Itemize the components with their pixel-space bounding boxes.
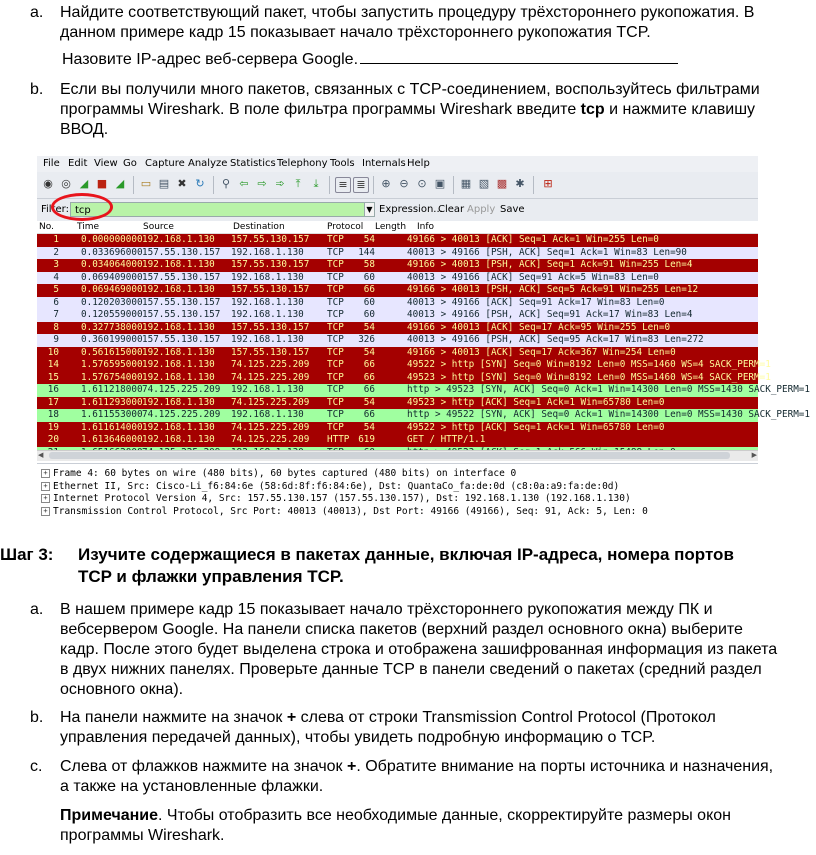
packet-proto: TCP [327,296,344,308]
packet-no: 17 [47,396,59,408]
packet-time: 0.120203000 [81,296,143,308]
clear-button[interactable]: Clear [438,204,465,215]
forward-icon[interactable]: ⇨ [257,177,267,190]
close-icon[interactable]: ✖ [177,177,187,190]
expression-button[interactable]: Expression... [379,204,443,215]
packet-src: 192.168.1.130 [142,234,215,245]
packet-proto: TCP [327,409,344,420]
step3-a-line: кадр. После этого будет выделена строка и отображена зашифрованная информация из пакета [60,641,778,658]
answer-blank [360,49,678,64]
expand-plus-icon[interactable]: + [41,507,50,516]
packet-src: 157.55.130.157 [142,334,221,345]
packet-no: 20 [47,434,59,445]
question-google-ip [62,49,678,70]
packet-row[interactable] [37,309,758,322]
resize-columns-icon[interactable]: ▣ [434,177,446,190]
packet-dst: 192.168.1.130 [231,246,304,258]
toolbar-separator [213,176,214,194]
reload-icon[interactable]: ↻ [195,177,205,190]
step3-title-line1: Изучите содержащиеся в пакетах данные, включая IP-адреса, номера портов [78,545,734,564]
packet-time: 1.576595000 [81,359,143,370]
packet-len: 619 [358,434,375,445]
packet-info: 49166 > 40013 [PSH, ACK] Seq=5 Ack=91 Win=255 Len=12 [407,284,699,295]
packet-dst: 192.168.1.130 [231,271,304,283]
packet-info: 40013 > 49166 [ACK] Seq=91 Ack=17 Win=83 Len=0 [407,296,665,308]
col-length[interactable]: Length [375,222,407,232]
packet-len: 60 [363,309,375,320]
preferences-icon[interactable]: ✱ [515,177,525,190]
step3-b-pre: На панели нажмите на значок [60,709,287,726]
packet-time: 0.000000000 [81,234,143,245]
step3-c-pre: Слева от флажков нажмите на значок [60,758,347,775]
step-b-line2 [60,100,755,120]
packet-proto: TCP [327,359,344,370]
step3-c-line1 [60,757,773,777]
packet-info: 40013 > 49166 [PSH, ACK] Seq=1 Ack=1 Win=83 Len=90 [407,246,687,258]
step-b-line1: Если вы получили много пакетов, связанных с TCP-соединением, воспользуйтесь фильтрами [60,81,760,98]
packet-src: 192.168.1.130 [142,321,215,333]
packet-no: 18 [47,409,59,420]
packet-no: 19 [47,421,59,433]
filter-label: Filter: [41,204,69,215]
packet-time: 1.611614000 [81,421,143,433]
options-icon[interactable]: ◎ [61,177,71,190]
detail-row-tcp[interactable] [37,506,758,519]
colorize-icon[interactable]: ≡ [335,177,351,193]
wireshark-window [37,156,810,523]
packet-row[interactable] [37,409,810,422]
packet-row[interactable] [37,384,810,397]
packet-info: 49166 > 40013 [ACK] Seq=1 Ack=1 Win=255 Len=0 [407,234,659,245]
stop-capture-icon[interactable]: ■ [96,177,108,190]
horizontal-scrollbar[interactable] [37,450,758,461]
menu-tools[interactable]: Tools [330,158,355,169]
packet-dst: 74.125.225.209 [231,371,310,383]
packet-info: http > 49522 [SYN, ACK] Seq=0 Ack=1 Win=14300 Len=0 MSS=1430 SACK_PERM=1 [407,409,810,420]
step-b-line2-pre: программы Wireshark. В поле фильтра программы Wireshark введите [60,101,581,118]
packet-proto: TCP [327,234,344,245]
packet-info: http > 49523 [SYN, ACK] Seq=0 Ack=1 Win=14300 Len=0 MSS=1430 SACK_PERM=1 [407,384,810,395]
menu-statistics[interactable]: Statistics [230,158,276,169]
goto-icon[interactable]: ➾ [275,177,285,190]
step3-c-plus: + [347,758,357,775]
packet-no: 9 [53,334,59,345]
packet-no: 14 [47,359,59,370]
packet-time: 0.360199000 [81,334,143,345]
packet-dst: 74.125.225.209 [231,421,310,433]
packet-proto: TCP [327,346,344,358]
packet-len: 66 [363,359,375,370]
step3-a-line: вебсервером Google. На панели списка пакетов (верхний раздел основного окна) выберите [60,621,743,638]
packet-src: 157.55.130.157 [142,296,221,308]
step3-b-line1 [60,708,716,728]
packet-len: 66 [363,371,375,383]
packet-len: 58 [363,259,375,270]
packet-row[interactable] [37,422,758,435]
back-icon[interactable]: ⇦ [239,177,249,190]
packet-dst: 192.168.1.130 [231,334,304,345]
menu-edit[interactable]: Edit [68,158,88,169]
packet-time: 1.611293000 [81,396,143,408]
col-info[interactable]: Info [417,222,435,232]
packet-info: 40013 > 49166 [PSH, ACK] Seq=91 Ack=17 Win=83 Len=4 [407,309,693,320]
help-icon[interactable]: ⊞ [543,177,553,190]
packet-row[interactable] [37,397,758,410]
packet-info: 49166 > 40013 [ACK] Seq=17 Ack=95 Win=255 Len=0 [407,321,671,333]
step-b-keyword: tcp [580,101,605,118]
save-filter-button[interactable]: Save [500,204,525,215]
toolbar-separator [373,176,374,194]
packet-len: 54 [363,421,375,433]
menu-view[interactable]: View [94,158,118,169]
packet-src: 192.168.1.130 [142,259,215,270]
menu-capture[interactable]: Capture [145,158,185,169]
step3-a-line: в двух нижних панелях. Проверьте данные TCP в панели сведений о пакетах (средний раздел [60,661,762,678]
packet-no: 10 [47,346,59,358]
col-time[interactable]: Time [77,222,100,232]
packet-time: 1.613646000 [81,434,143,445]
packet-proto: TCP [327,396,344,408]
packet-row[interactable] [37,322,758,335]
packet-no: 15 [47,371,59,383]
packet-src: 74.125.225.209 [142,384,221,395]
packet-src: 157.55.130.157 [142,246,221,258]
item-marker-b: b. [30,81,44,98]
start-capture-icon[interactable]: ◢ [79,177,89,190]
packet-row[interactable] [37,359,771,372]
packet-src: 192.168.1.130 [142,396,215,408]
packet-src: 192.168.1.130 [142,421,215,433]
step3-title-line2: TCP и флажки управления TCP. [78,567,344,586]
open-icon[interactable]: ▭ [140,177,152,190]
packet-no: 16 [47,384,59,395]
packet-proto: TCP [327,421,344,433]
packet-row[interactable] [37,247,758,260]
packet-row[interactable] [37,234,758,247]
detail-row-ethernet[interactable] [37,481,758,494]
packet-no: 1 [53,234,59,245]
packet-proto: TCP [327,334,344,345]
item-marker-b: b. [30,709,44,726]
packet-info: 49166 > 40013 [ACK] Seq=17 Ack=367 Win=254 Len=0 [407,346,676,358]
expand-plus-icon[interactable]: + [41,469,50,478]
packet-dst: 74.125.225.209 [231,434,310,445]
expand-plus-icon[interactable]: + [41,482,50,491]
detail-text: Transmission Control Protocol, Src Port: 40013 (40013), Dst Port: 49166 (49166), Seq: 91, Ack: 5, Len: 0 [53,505,648,517]
apply-button[interactable]: Apply [467,204,496,215]
find-icon[interactable]: ⚲ [221,177,231,190]
interfaces-icon[interactable]: ◉ [43,177,53,190]
packet-proto: TCP [327,309,344,320]
packet-len: 54 [363,346,375,358]
packet-src: 192.168.1.130 [142,346,215,358]
note-line1 [60,806,731,826]
packet-no: 6 [53,296,59,308]
packet-no: 7 [53,309,59,320]
packet-details-list [37,468,758,518]
packet-row[interactable] [37,434,758,447]
packet-list [37,234,810,459]
packet-proto: TCP [327,371,344,383]
detail-text: Ethernet II, Src: Cisco-Li_f6:84:6e (58:6d:8f:f6:84:6e), Dst: QuantaCo_fa:de:0d (c8:0a:a9:fa:de:0d) [53,480,620,492]
packet-no: 2 [53,246,59,258]
packet-dst: 74.125.225.209 [231,359,310,370]
step3-a-line: основного окна). [60,681,184,698]
toolbar-separator [329,176,330,194]
col-source[interactable]: Source [143,222,174,232]
toolbar-separator [453,176,454,194]
packet-no: 4 [53,271,59,283]
packet-dst: 74.125.225.209 [231,396,310,408]
toolbar-separator [533,176,534,194]
menu-bar [37,156,758,172]
step3-b-plus: + [286,709,297,726]
packet-dst: 157.55.130.157 [231,321,310,333]
packet-row[interactable] [37,272,758,285]
packet-dst: 192.168.1.130 [231,296,304,308]
packet-row[interactable] [37,347,758,360]
question-text: Назовите IP-адрес веб-сервера Google. [62,51,359,68]
packet-info: 49523 > http [SYN] Seq=0 Win=8192 Len=0 MSS=1460 WS=4 SACK_PERM=1 [407,371,771,383]
zoom-in-icon[interactable]: ⊕ [381,177,391,190]
packet-dst: 157.55.130.157 [231,259,310,270]
col-destination[interactable]: Destination [233,222,285,232]
packet-proto: HTTP [327,434,350,445]
packet-src: 157.55.130.157 [142,271,221,283]
detail-row-ip[interactable] [37,493,758,506]
step3-c-post: . Обратите внимание на порты источника и назначения, [356,758,774,775]
packet-dst: 157.55.130.157 [231,346,310,358]
packet-proto: TCP [327,284,344,295]
packet-len: 54 [363,234,375,245]
menu-internals[interactable]: Internals [362,158,406,169]
menu-help[interactable]: Help [407,158,430,169]
last-packet-icon[interactable]: ⤓ [313,177,319,190]
packet-time: 1.611218000 [81,384,143,395]
note-text1: . Чтобы отобразить все необходимые данные, скорректируйте размеры окон [158,807,731,824]
zoom-out-icon[interactable]: ⊖ [399,177,409,190]
packet-time: 0.069469000 [81,284,143,295]
packet-proto: TCP [327,271,344,283]
packet-row[interactable] [37,259,758,272]
step-a-line1: Найдите соответствующий пакет, чтобы запустить процедуру трёхстороннего рукопожатия. В [60,4,755,21]
packet-no: 5 [53,284,59,295]
packet-dst: 192.168.1.130 [231,384,304,395]
first-packet-icon[interactable]: ⤒ [295,177,301,190]
step3-label: Шаг 3: [0,545,54,564]
step-a-line2: данном примере кадр 15 показывает начало трёхстороннего рукопожатия TCP. [60,24,651,41]
menu-analyze[interactable]: Analyze [188,158,228,169]
packet-dst: 192.168.1.130 [231,409,304,420]
packet-proto: TCP [327,259,344,270]
packet-row[interactable] [37,334,758,347]
packet-len: 66 [363,284,375,295]
zoom-normal-icon[interactable]: ⊙ [417,177,427,190]
packet-time: 0.034064000 [81,259,143,270]
step3-b-line2: управления передачей данных), чтобы увидеть подробную информацию о TCP. [60,729,656,746]
packet-info: 40013 > 49166 [PSH, ACK] Seq=95 Ack=17 Win=83 Len=272 [407,334,704,345]
note-label: Примечание [60,807,159,824]
scroll-right-icon[interactable]: ▶ [751,451,757,459]
packet-len: 60 [363,296,375,308]
packet-info: GET / HTTP/1.1 [407,434,486,445]
packet-info: 49166 > 40013 [PSH, ACK] Seq=1 Ack=91 Win=255 Len=4 [407,259,693,270]
step3-b-post: слева от строки Transmission Control Protocol (Протокол [296,709,716,726]
packet-time: 0.561615000 [81,346,143,358]
packet-time: 1.576754000 [81,371,143,383]
packet-len: 326 [358,334,375,345]
note-line2: программы Wireshark. [60,827,225,844]
packet-time: 1.611553000 [81,409,143,420]
menu-file[interactable]: File [43,158,60,169]
packet-src: 192.168.1.130 [142,434,215,445]
packet-no: 8 [53,321,59,333]
packet-src: 192.168.1.130 [142,371,215,383]
display-filter-input[interactable]: tcp [70,202,372,217]
packet-len: 54 [363,396,375,408]
packet-time: 0.069409000 [81,271,143,283]
packet-len: 144 [358,246,375,258]
packet-info: 40013 > 49166 [ACK] Seq=91 Ack=5 Win=83 Len=0 [407,271,659,283]
packet-len: 66 [363,409,375,420]
packet-row[interactable] [37,284,758,297]
packet-list-header [37,222,758,234]
coloring-rules-icon[interactable]: ▩ [496,177,508,190]
item-marker-a: a. [30,601,44,618]
highlight-ellipse [51,193,113,221]
packet-proto: TCP [327,246,344,258]
packet-time: 0.120559000 [81,309,143,320]
scroll-left-icon[interactable]: ◀ [38,451,44,459]
scrollbar-thumb[interactable] [49,452,730,459]
filter-dropdown-arrow-icon[interactable]: ▼ [364,202,375,217]
col-no[interactable]: No. [39,222,54,232]
packet-len: 60 [363,271,375,283]
packet-src: 192.168.1.130 [142,359,215,370]
step3-c-line2: а также на установленные флажки. [60,778,324,795]
packet-src: 192.168.1.130 [142,284,215,295]
packet-info: 49522 > http [SYN] Seq=0 Win=8192 Len=0 MSS=1460 WS=4 SACK_PERM=1 [407,359,771,370]
filter-toolbar [37,199,758,221]
autoscroll-icon[interactable]: ≣ [353,177,369,193]
packet-len: 54 [363,321,375,333]
packet-time: 0.327738000 [81,321,143,333]
packet-row[interactable] [37,371,771,385]
detail-row-frame[interactable] [37,468,758,481]
packet-src: 74.125.225.209 [142,409,221,420]
packet-src: 157.55.130.157 [142,309,221,320]
capture-filters-icon[interactable]: ▦ [460,177,472,190]
step-b-line2-post: и нажмите клавишу [604,101,756,118]
main-toolbar [37,172,758,199]
col-protocol[interactable]: Protocol [327,222,364,232]
menu-telephony[interactable]: Telephony [277,158,328,169]
packet-dst: 157.55.130.157 [231,284,310,295]
item-marker-a: a. [30,4,44,21]
item-marker-c: c. [30,758,43,775]
menu-go[interactable]: Go [123,158,137,169]
packet-row[interactable] [37,297,758,310]
display-filters-icon[interactable]: ▧ [478,177,490,190]
detail-text: Frame 4: 60 bytes on wire (480 bits), 60 bytes captured (480 bits) on interface 0 [53,468,517,479]
toolbar-separator [133,176,134,194]
detail-text: Internet Protocol Version 4, Src: 157.55.130.157 (157.55.130.157), Dst: 192.168.1.130 (192.168.1.130) [53,493,631,504]
packet-time: 0.033696000 [81,246,143,258]
packet-proto: TCP [327,321,344,333]
packet-dst: 192.168.1.130 [231,309,304,320]
packet-len: 66 [363,384,375,395]
restart-capture-icon[interactable]: ◢ [115,177,125,190]
save-icon[interactable]: ▤ [158,177,170,190]
packet-dst: 157.55.130.157 [231,234,310,245]
step3-a-line: В нашем примере кадр 15 показывает начало трёхстороннего рукопожатия между ПК и [60,601,713,618]
packet-proto: TCP [327,384,344,395]
expand-plus-icon[interactable]: + [41,494,50,503]
packet-info: 49523 > http [ACK] Seq=1 Ack=1 Win=65780 Len=0 [407,396,665,408]
step-b-line3: ВВОД. [60,121,109,138]
packet-no: 3 [53,259,59,270]
packet-info: 49522 > http [ACK] Seq=1 Ack=1 Win=65780 Len=0 [407,421,665,433]
